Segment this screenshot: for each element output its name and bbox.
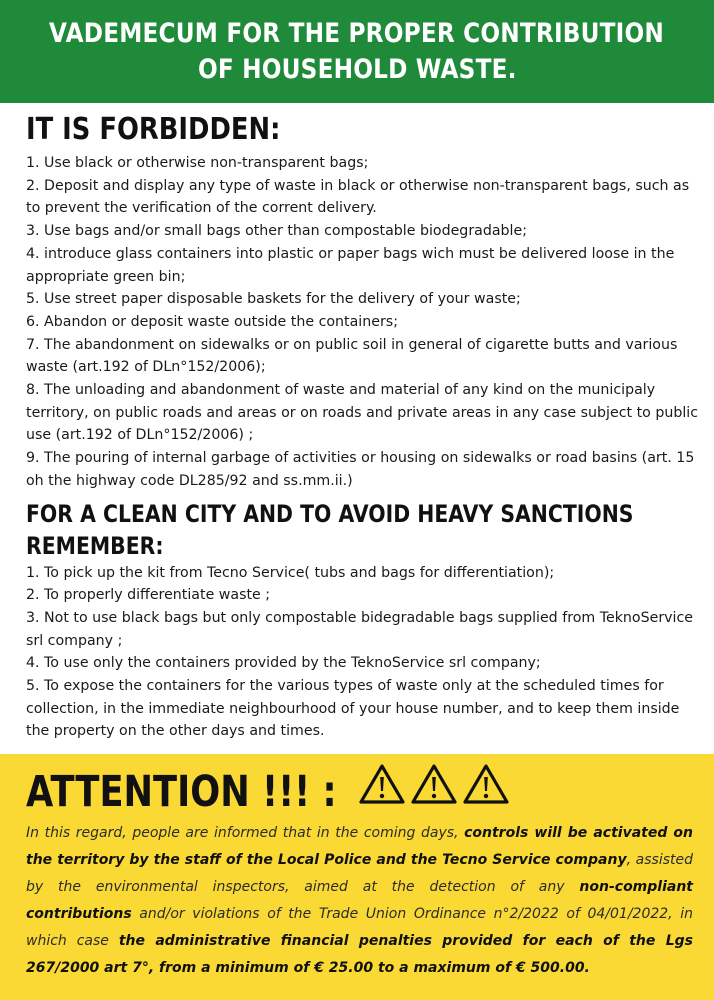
remember-item: 5. To expose the containers for the various types of waste only at the scheduled times for collection, in the immediate neighbourhood of your house number, and to keep them inside the property on the other days and times. — [26, 678, 680, 740]
remember-heading-line-1: FOR A CLEAN CITY AND TO AVOID HEAVY SANCTIONS — [26, 499, 634, 528]
attention-title-row — [26, 764, 405, 820]
page-title-line-2: OF HOUSEHOLD WASTE. — [197, 53, 517, 85]
forbidden-item: 8. The unloading and abandonment of waste and material of any kind on the municipaly territory, on public roads and areas or on roads and private areas in any case subject to public use (art.192 of DLn°152/2006) ; — [26, 382, 699, 444]
main-content — [26, 108, 698, 743]
forbidden-item: 9. The pouring of internal garbage of activities or housing on sidewalks or road basins (art. 15 oh the highway code DL285/92 and ss.mm.ii.) — [26, 450, 695, 489]
forbidden-item: 2. Deposit and display any type of waste in black or otherwise non-transparent bags, such as to prevent the verification of the corrent delivery. — [26, 177, 690, 217]
attention-text-2: , assisted by the environmental inspectors, aimed at the detection of any — [26, 852, 693, 895]
attention-title: ATTENTION !!! : — [26, 767, 337, 817]
attention-paragraph — [26, 820, 693, 982]
attention-text-1: In this regard, people are informed that in the coming days, — [26, 825, 465, 841]
remember-item: 2. To properly differentiate waste ; — [26, 587, 271, 604]
title-banner — [0, 0, 714, 103]
remember-item: 3. Not to use black bags but only compostable bidegradable bags supplied from TeknoService srl company ; — [26, 609, 694, 649]
warning-triangle-icon — [410, 762, 458, 806]
forbidden-item: 5. Use street paper disposable baskets for the delivery of your waste; — [26, 291, 521, 308]
attention-bold-3: the administrative financial penalties provided for each of the Lgs 267/2000 art 7°, from a minimum of € 25.00 to a maximum of € 500.00. — [26, 933, 694, 976]
attention-bold-2: non-compliant contributions — [26, 879, 693, 922]
remember-section — [26, 498, 698, 744]
forbidden-item: 6. Abandon or deposit waste outside the containers; — [26, 313, 398, 330]
forbidden-item: 7. The abandonment on sidewalks or on public soil in general of cigarette butts and various waste (art.192 of DLn°152/2006); — [26, 336, 678, 376]
forbidden-list — [26, 152, 698, 493]
page-title-line-1: VADEMECUM FOR THE PROPER CONTRIBUTION — [49, 17, 665, 49]
forbidden-item: 3. Use bags and/or small bags other than compostable biodegradable; — [26, 223, 527, 240]
attention-bold-1: controls will be activated on the territory by the staff of the Local Police and the Tecno Service company — [26, 825, 693, 868]
warning-triangle-icon — [358, 762, 406, 806]
forbidden-item: 4. introduce glass containers into plastic or paper bags wich must be delivered loose in the appropriate green bin; — [26, 245, 675, 285]
attention-panel — [0, 754, 714, 1000]
attention-text-3: and/or violations of the Trade Union Ordinance n°2/2022 of 04/01/2022, in which case — [26, 906, 693, 949]
warning-icons — [358, 762, 510, 806]
warning-triangle-icon — [462, 762, 510, 806]
forbidden-item: 1. Use black or otherwise non-transparent bags; — [26, 155, 369, 171]
remember-list — [26, 562, 698, 744]
remember-item: 4. To use only the containers provided by the TeknoService srl company; — [26, 655, 541, 672]
remember-item: 1. To pick up the kit from Tecno Service( tubs and bags for differentiation); — [26, 564, 555, 581]
remember-heading-line-2: REMEMBER: — [26, 531, 164, 560]
forbidden-heading: IT IS FORBIDDEN: — [26, 112, 281, 147]
